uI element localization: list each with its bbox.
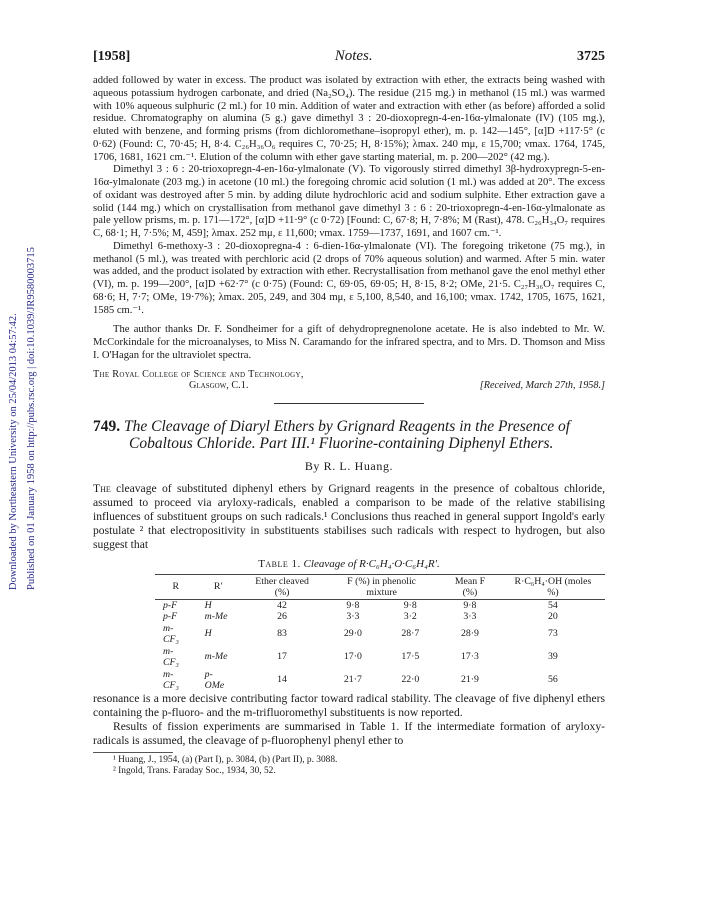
table-cell: 17·3: [460, 651, 479, 663]
table-cell: 29·0: [343, 628, 362, 640]
table-cell: m-CF₃: [163, 622, 179, 645]
table-cell: 9·8: [346, 599, 360, 611]
table-body: [155, 599, 605, 692]
table-cell: 17·0: [343, 651, 362, 663]
download-watermark: [4, 200, 48, 590]
table-header: R·C₆H₄·OH (moles %): [501, 574, 605, 599]
table-cell: 3·3: [346, 611, 360, 622]
city: Glasgow, C.1.: [189, 379, 249, 391]
table-cell: H: [204, 628, 212, 640]
table-cell: 54: [548, 599, 558, 611]
table-row: [155, 599, 605, 611]
table-label: Table 1.: [258, 557, 301, 570]
lead-word: The: [93, 481, 111, 495]
journal-page: [93, 48, 605, 778]
table-cell: 22·0: [401, 674, 420, 686]
affiliation: [93, 369, 605, 380]
intro-paragraph: [93, 482, 605, 552]
section-rule: [274, 403, 424, 404]
acknowledgement: The author thanks Dr. F. Sondheimer for a gift of dehydropregnenolone acetate. He is also indebted to Mr. W. McCorkindale for the microanalyses, to Miss N. Caramando for the infrared spectra, and to Mrs. D. Thomson and Miss I. O'Hagan for the ultraviolet spectra.: [93, 324, 605, 361]
table-cell: 14: [277, 674, 287, 686]
prev-paragraph-3: Dimethyl 6-methoxy-3 : 20-dioxopregna-4 : 6-dien-16α-ylmalonate (VI). The foregoing triketone (75 mg.), in methanol (5 ml.), was treated with perchloric acid (2 drops of 70% aqueous solution) and warmed. After 5 min. water was added, and the product isolated by extraction with ether. Recrystallisation from methanol gave the enol methyl ether (VI), m. p. 199—200°, [α]D +62·7° (c 0·75) (Found: C, 69·05, 69·05; H, 8·15, 8·2; OMe, 21·5. C₂₇H₃₆O₇ requires C, 68·6; H, 7·7; OMe, 19·7%); λmax. 205, 249, and 304 mμ, ε 5,100, 8,540, and 16,100; νmax. 1742, 1705, 1675, 1621, 1585 cm.⁻¹.: [93, 240, 605, 316]
table-cell: 3·2: [403, 611, 417, 622]
intro-text: cleavage of substituted diphenyl ethers by Grignard reagents in the presence of cobaltous chloride, assumed to proceed via aryloxy-radicals, enabled a comparison to be made of the relative stabilising influences of substituent groups on such radicals.¹ Conclusions thus reached in general support Ingold's early postulate ² that electropositivity in substituents stabilises such radicals with respect to hydrogen, but also suggest that: [93, 481, 605, 551]
table-cell: 28·9: [460, 628, 479, 640]
table-cell: 9·8: [403, 599, 417, 611]
author-line: By R. L. Huang.: [304, 458, 394, 473]
table-row: [155, 669, 605, 692]
footnote-2: ² Ingold, Trans. Faraday Soc., 1934, 30, 52.: [113, 766, 276, 776]
table-header: Mean F (%): [439, 574, 501, 599]
table-cell: 42: [277, 599, 287, 611]
table-cell: m-CF₃: [163, 668, 179, 691]
results-paragraph: Results of fission experiments are summarised in Table 1. If the intermediate formation of aryloxy-radicals is assumed, the cleavage of p-fluorophenyl phenyl ether to: [93, 719, 605, 747]
table-cell: 17: [277, 651, 287, 663]
table-cell: 73: [548, 628, 558, 640]
table-cell: H: [204, 599, 212, 611]
prev-paragraph-1: added followed by water in excess. The product was isolated by extraction with ether, the extracts being washed with aqueous potassium hydrogen carbonate, and dried (Na₂SO₄). The residue (215 mg.) in methanol (15 ml.) was warmed with 10% aqueous sulphuric (2 ml.) for 10 min. Addition of water and extraction with ether (as before) afforded a solid residue. Chromatography on alumina (5 g.) gave dimethyl 3 : 20-dioxopregn-4-en-16α-ylmalonate (IV) (105 mg.), eluted with benzene, and forming prisms (from dichloromethane–isopropyl ether), m. p. 142—145°, [α]D +117·5° (c 0·62) (Found: C, 70·45; H, 8·4. C₂₆H₃₆O₆ requires C, 70·25; H, 8·15%); λmax. 240 mμ, ε 15,700; νmax. 1764, 1745, 1706, 1681, 1621 cm.⁻¹. Elution of the column with ether gave starting material, m. p. 200—202° (42 mg.).: [93, 75, 605, 163]
table-caption-text: Cleavage of R·C₆H₄·O·C₆H₄R′.: [303, 557, 440, 570]
downloaded-by-line: Downloaded by Northeastern University on 25/04/2013 04:57:42.: [8, 313, 19, 590]
table-cell: 21·7: [343, 674, 362, 686]
table-cell: 56: [548, 674, 558, 686]
affiliation-line-2: [93, 380, 605, 391]
table-cell: m-Me: [204, 651, 228, 663]
table-row: [155, 623, 605, 646]
table-cell: 26: [277, 611, 287, 622]
table-row: [155, 611, 605, 623]
running-header: [93, 48, 605, 65]
table-row: [155, 646, 605, 669]
article-number: 749.: [93, 417, 121, 435]
header-title: Notes.: [334, 48, 373, 64]
table-cell: p-F: [163, 611, 178, 622]
article-title-text: The Cleavage of Diaryl Ethers by Grignard Reagents in the Presence of Cobaltous Chloride. Part III.¹ Fluorine-containing Diphenyl Ethers.: [124, 417, 571, 452]
institution: The Royal College of Science and Technology,: [93, 368, 304, 380]
table-header: R: [155, 574, 197, 599]
article-title: [93, 418, 605, 453]
table-cell: m-CF₃: [163, 645, 179, 668]
table-cell: 17·5: [401, 651, 420, 663]
prev-paragraph-2: Dimethyl 3 : 6 : 20-trioxopregn-4-en-16α-ylmalonate (V). To vigorously stirred dimethyl 3β-hydroxypregn-5-en-16α-ylmalonate (203 mg.) in acetone (10 ml.) the foregoing chromic acid solution (1 ml.) was added at 20°. The excess of oxidant was destroyed after 5 min. by adding dilute hydrochloric acid and sodium sulphite. Ether extraction gave a solid (144 mg.) which on crystallisation from methanol gave dimethyl 3 : 6 : 20-trioxopregn-4-en-16α-ylmalonate as pale yellow prisms, m. p. 171—172°, [α]D +11·9° (c 0·72) [Found: C, 67·8; H, 7·8%; M (Rast), 478. C₂₆H₃₄O₇ requires C, 68·1; H, 7·5%; M, 459]; λmax. 252 mμ, ε 11,600; νmax. 1759—1737, 1691, and 1607 cm.⁻¹.: [93, 164, 605, 239]
table-cell: m-Me: [204, 611, 228, 622]
header-page-number: 3725: [577, 49, 605, 64]
table-cell: p-F: [163, 599, 178, 611]
table-cell: 3·3: [463, 611, 477, 622]
table-cell: 9·8: [463, 599, 477, 611]
table-cell: 28·7: [401, 628, 420, 640]
table-caption: [93, 558, 605, 570]
cleavage-table: [155, 574, 605, 692]
footnote-rule: [93, 752, 173, 753]
post-table-paragraph: resonance is a more decisive contributing factor toward radical stability. The cleavage of five diphenyl ethers containing the p-fluoro- and the m-trifluoromethyl substituents is now reported.: [93, 691, 605, 719]
table-cell: 20: [548, 611, 558, 622]
table-cell: 83: [277, 628, 287, 640]
table-cell: p-OMe: [204, 668, 225, 691]
table-header: F (%) in phenolic mixture: [324, 574, 439, 599]
table-header: R′: [197, 574, 240, 599]
table-header: Ether cleaved (%): [240, 574, 324, 599]
table-cell: 39: [548, 651, 558, 663]
header-year: [1958]: [93, 49, 131, 64]
received-date: [Received, March 27th, 1958.]: [479, 379, 605, 391]
footnote-1: ¹ Huang, J., 1954, (a) (Part I), p. 3084, (b) (Part II), p. 3088.: [113, 754, 338, 765]
published-line: Published on 01 January 1958 on http://pubs.rsc.org | doi:10.1039/JR9580003715: [26, 247, 37, 590]
table-cell: 21·9: [460, 674, 479, 686]
